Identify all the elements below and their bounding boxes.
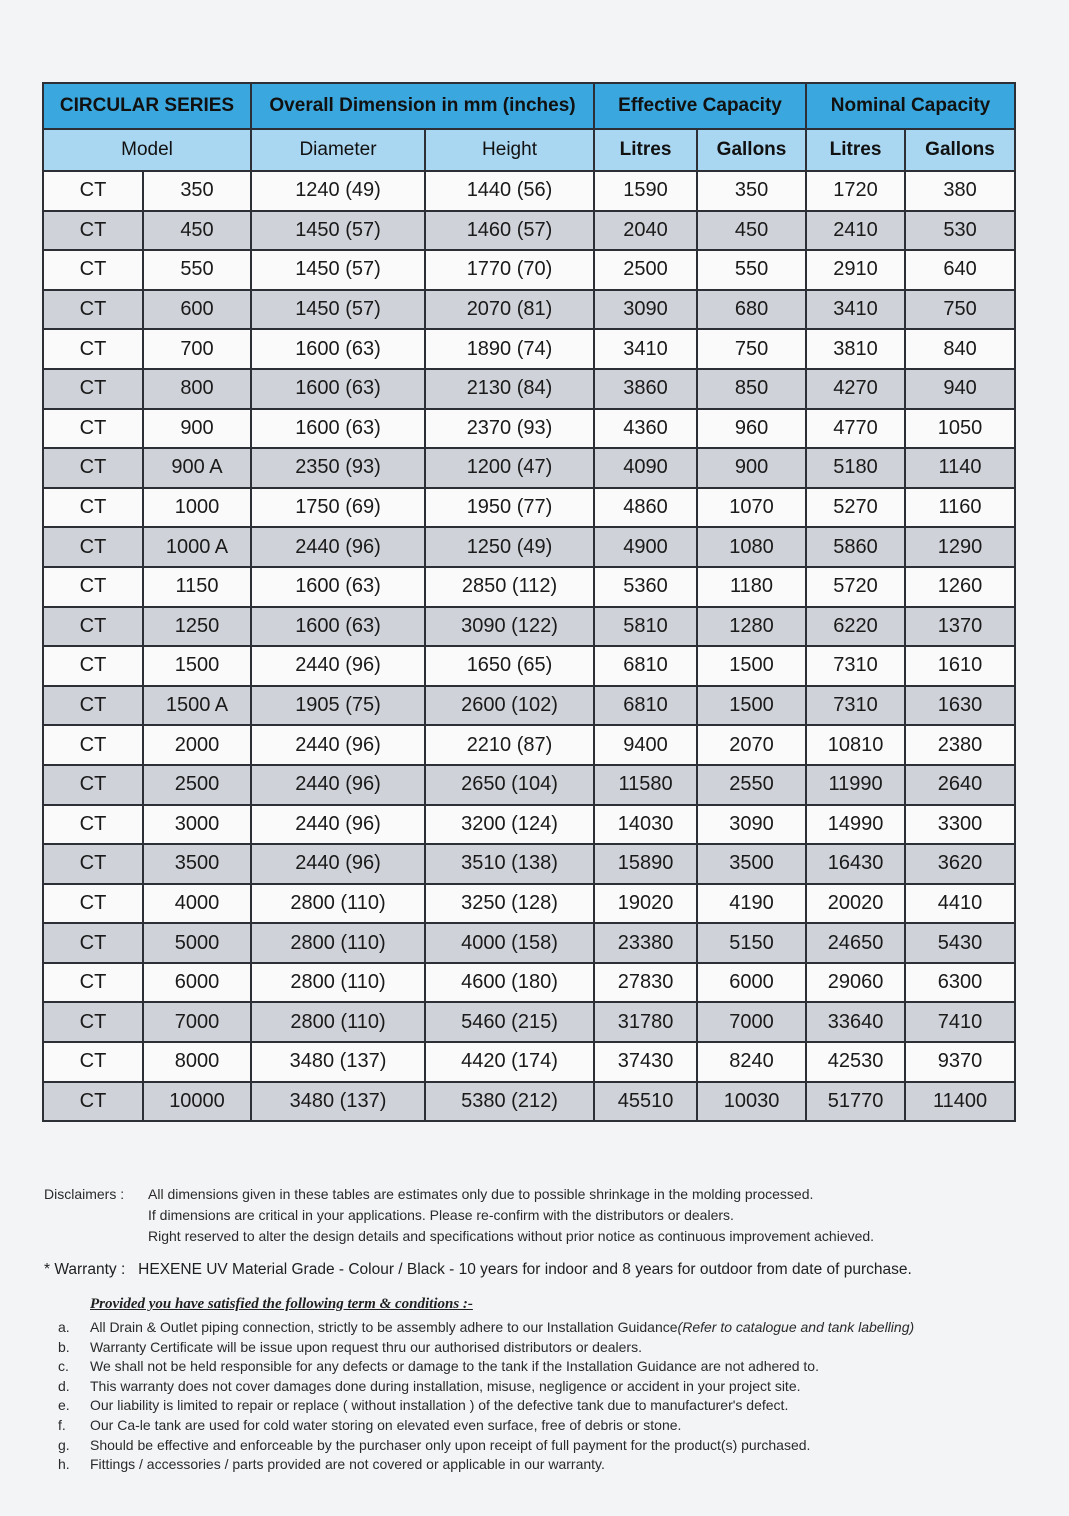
cell-model-prefix: CT	[43, 409, 143, 449]
header-nominal-capacity: Nominal Capacity	[806, 83, 1015, 129]
term-marker: b.	[58, 1338, 70, 1355]
cell-diameter: 2440 (96)	[251, 805, 425, 845]
cell-effective-gallons: 2550	[697, 765, 806, 805]
cell-model-prefix: CT	[43, 646, 143, 686]
cell-nominal-gallons: 640	[905, 250, 1015, 290]
cell-model-number: 1500 A	[143, 686, 251, 726]
cell-model-prefix: CT	[43, 290, 143, 330]
cell-diameter: 2350 (93)	[251, 448, 425, 488]
cell-nominal-gallons: 3620	[905, 844, 1015, 884]
cell-effective-litres: 37430	[594, 1042, 697, 1082]
cell-nominal-litres: 3410	[806, 290, 905, 330]
cell-model-prefix: CT	[43, 488, 143, 528]
cell-diameter: 1905 (75)	[251, 686, 425, 726]
cell-height: 1770 (70)	[425, 250, 594, 290]
cell-effective-litres: 15890	[594, 844, 697, 884]
cell-effective-gallons: 450	[697, 211, 806, 251]
cell-height: 1250 (49)	[425, 527, 594, 567]
term-marker: a.	[58, 1319, 70, 1335]
cell-effective-gallons: 8240	[697, 1042, 806, 1082]
cell-height: 3090 (122)	[425, 607, 594, 647]
cell-model-number: 1500	[143, 646, 251, 686]
cell-diameter: 2440 (96)	[251, 527, 425, 567]
cell-nominal-litres: 24650	[806, 923, 905, 963]
term-note: (Refer to catalogue and tank labelling)	[677, 1319, 915, 1335]
cell-nominal-litres: 2910	[806, 250, 905, 290]
cell-nominal-litres: 5180	[806, 448, 905, 488]
cell-model-prefix: CT	[43, 725, 143, 765]
term-text: Should be effective and enforceable by the purchaser only upon receipt of full payment for the product(s) purchased.	[90, 1436, 811, 1453]
cell-effective-litres: 3860	[594, 369, 697, 409]
cell-diameter: 2440 (96)	[251, 646, 425, 686]
cell-effective-litres: 4860	[594, 488, 697, 528]
cell-nominal-gallons: 2380	[905, 725, 1015, 765]
cell-model-prefix: CT	[43, 369, 143, 409]
cell-nominal-litres: 11990	[806, 765, 905, 805]
cell-nominal-litres: 7310	[806, 686, 905, 726]
header-effective-capacity: Effective Capacity	[594, 83, 806, 129]
cell-nominal-gallons: 11400	[905, 1082, 1015, 1122]
term-marker: g.	[58, 1436, 70, 1453]
cell-model-number: 8000	[143, 1042, 251, 1082]
cell-height: 3510 (138)	[425, 844, 594, 884]
header-height: Height	[425, 129, 594, 171]
cell-model-prefix: CT	[43, 844, 143, 884]
cell-diameter: 1450 (57)	[251, 250, 425, 290]
cell-height: 4420 (174)	[425, 1042, 594, 1082]
cell-model-number: 900	[143, 409, 251, 449]
cell-nominal-gallons: 4410	[905, 884, 1015, 924]
term-item	[0, 1357, 914, 1377]
table-row	[43, 1002, 1015, 1042]
header-effective-litres: Litres	[594, 129, 697, 171]
table-row	[43, 448, 1015, 488]
cell-nominal-litres: 20020	[806, 884, 905, 924]
cell-model-number: 600	[143, 290, 251, 330]
cell-effective-gallons: 7000	[697, 1002, 806, 1042]
cell-effective-gallons: 680	[697, 290, 806, 330]
cell-nominal-gallons: 1160	[905, 488, 1015, 528]
term-text: Our liability is limited to repair or replace ( without installation ) of the defective tank due to manufacturer's defect.	[90, 1397, 789, 1414]
cell-effective-gallons: 900	[697, 448, 806, 488]
cell-nominal-litres: 42530	[806, 1042, 905, 1082]
cell-model-number: 1000 A	[143, 527, 251, 567]
term-item	[0, 1416, 914, 1436]
table-row	[43, 963, 1015, 1003]
cell-model-prefix: CT	[43, 1002, 143, 1042]
terms-list	[0, 1318, 914, 1475]
term-item	[0, 1338, 914, 1358]
table-row	[43, 527, 1015, 567]
cell-nominal-gallons: 1290	[905, 527, 1015, 567]
cell-effective-gallons: 10030	[697, 1082, 806, 1122]
cell-nominal-litres: 33640	[806, 1002, 905, 1042]
cell-height: 1950 (77)	[425, 488, 594, 528]
header-circular-series: CIRCULAR SERIES	[43, 83, 251, 129]
header-model: Model	[43, 129, 251, 171]
cell-effective-litres: 6810	[594, 686, 697, 726]
terms-title: Provided you have satisfied the following term & conditions :-	[90, 1296, 473, 1312]
cell-height: 2650 (104)	[425, 765, 594, 805]
cell-model-prefix: CT	[43, 250, 143, 290]
cell-nominal-litres: 51770	[806, 1082, 905, 1122]
cell-height: 1650 (65)	[425, 646, 594, 686]
circular-series-table	[42, 82, 1016, 1122]
cell-nominal-gallons: 6300	[905, 963, 1015, 1003]
cell-nominal-gallons: 5430	[905, 923, 1015, 963]
table-row	[43, 725, 1015, 765]
cell-nominal-litres: 16430	[806, 844, 905, 884]
cell-effective-litres: 3410	[594, 329, 697, 369]
cell-diameter: 2800 (110)	[251, 884, 425, 924]
cell-nominal-litres: 2410	[806, 211, 905, 251]
cell-nominal-gallons: 530	[905, 211, 1015, 251]
cell-effective-litres: 2500	[594, 250, 697, 290]
cell-effective-gallons: 750	[697, 329, 806, 369]
table-body	[43, 171, 1015, 1121]
table-row	[43, 250, 1015, 290]
cell-effective-gallons: 3090	[697, 805, 806, 845]
header-effective-gallons: Gallons	[697, 129, 806, 171]
table-row	[43, 1042, 1015, 1082]
cell-diameter: 2800 (110)	[251, 923, 425, 963]
cell-effective-gallons: 4190	[697, 884, 806, 924]
cell-effective-litres: 6810	[594, 646, 697, 686]
cell-effective-gallons: 1080	[697, 527, 806, 567]
table-row	[43, 211, 1015, 251]
cell-model-prefix: CT	[43, 211, 143, 251]
cell-model-number: 1250	[143, 607, 251, 647]
cell-height: 2850 (112)	[425, 567, 594, 607]
cell-effective-gallons: 1280	[697, 607, 806, 647]
cell-diameter: 1600 (63)	[251, 567, 425, 607]
cell-height: 3200 (124)	[425, 805, 594, 845]
table-subheader-row	[43, 129, 1015, 171]
term-item	[0, 1436, 914, 1456]
header-diameter: Diameter	[251, 129, 425, 171]
table-row	[43, 765, 1015, 805]
cell-effective-gallons: 1500	[697, 686, 806, 726]
cell-diameter: 2440 (96)	[251, 765, 425, 805]
cell-effective-gallons: 550	[697, 250, 806, 290]
cell-model-number: 1000	[143, 488, 251, 528]
cell-nominal-litres: 29060	[806, 963, 905, 1003]
cell-effective-gallons: 350	[697, 171, 806, 211]
cell-model-number: 900 A	[143, 448, 251, 488]
cell-nominal-litres: 10810	[806, 725, 905, 765]
cell-model-number: 450	[143, 211, 251, 251]
cell-nominal-gallons: 1370	[905, 607, 1015, 647]
term-item	[0, 1396, 914, 1416]
cell-diameter: 1600 (63)	[251, 607, 425, 647]
table-row	[43, 805, 1015, 845]
cell-effective-litres: 4360	[594, 409, 697, 449]
cell-height: 5460 (215)	[425, 1002, 594, 1042]
cell-nominal-litres: 5860	[806, 527, 905, 567]
table-row	[43, 686, 1015, 726]
table-row	[43, 607, 1015, 647]
cell-effective-litres: 19020	[594, 884, 697, 924]
cell-model-prefix: CT	[43, 923, 143, 963]
cell-height: 1460 (57)	[425, 211, 594, 251]
cell-height: 1200 (47)	[425, 448, 594, 488]
warranty-statement	[44, 1261, 912, 1279]
cell-effective-gallons: 960	[697, 409, 806, 449]
table-row	[43, 1082, 1015, 1122]
term-item	[0, 1455, 914, 1475]
warranty-label: * Warranty :	[44, 1261, 126, 1278]
table-row	[43, 171, 1015, 211]
cell-effective-gallons: 1180	[697, 567, 806, 607]
cell-model-number: 5000	[143, 923, 251, 963]
cell-effective-litres: 31780	[594, 1002, 697, 1042]
table-row	[43, 409, 1015, 449]
cell-height: 2600 (102)	[425, 686, 594, 726]
cell-effective-gallons: 3500	[697, 844, 806, 884]
term-item	[0, 1377, 914, 1397]
term-text: We shall not be held responsible for any defects or damage to the tank if the Installation Guidance are not adhered to.	[90, 1358, 819, 1375]
cell-effective-litres: 23380	[594, 923, 697, 963]
term-marker: c.	[58, 1358, 69, 1375]
cell-nominal-gallons: 840	[905, 329, 1015, 369]
cell-model-number: 3500	[143, 844, 251, 884]
disclaimer-line: If dimensions are critical in your applications. Please re-confirm with the distributors or dealers.	[148, 1207, 734, 1223]
cell-effective-litres: 2040	[594, 211, 697, 251]
cell-height: 2070 (81)	[425, 290, 594, 330]
cell-effective-gallons: 850	[697, 369, 806, 409]
cell-nominal-litres: 14990	[806, 805, 905, 845]
cell-effective-litres: 1590	[594, 171, 697, 211]
term-marker: h.	[58, 1456, 70, 1473]
disclaimer-line: All dimensions given in these tables are estimates only due to possible shrinkage in the molding processed.	[148, 1186, 814, 1202]
cell-model-number: 700	[143, 329, 251, 369]
cell-nominal-gallons: 750	[905, 290, 1015, 330]
cell-model-prefix: CT	[43, 567, 143, 607]
cell-diameter: 3480 (137)	[251, 1042, 425, 1082]
cell-height: 1440 (56)	[425, 171, 594, 211]
cell-model-number: 7000	[143, 1002, 251, 1042]
cell-nominal-gallons: 1050	[905, 409, 1015, 449]
cell-diameter: 1750 (69)	[251, 488, 425, 528]
cell-height: 2370 (93)	[425, 409, 594, 449]
disclaimers	[44, 1184, 1034, 1247]
table-row	[43, 884, 1015, 924]
cell-effective-litres: 11580	[594, 765, 697, 805]
table-row	[43, 844, 1015, 884]
cell-effective-litres: 5810	[594, 607, 697, 647]
cell-diameter: 1450 (57)	[251, 290, 425, 330]
cell-nominal-litres: 3810	[806, 329, 905, 369]
cell-model-number: 2500	[143, 765, 251, 805]
cell-model-prefix: CT	[43, 805, 143, 845]
warranty-text: HEXENE UV Material Grade - Colour / Black - 10 years for indoor and 8 years for outdoor from date of purchase.	[138, 1261, 912, 1278]
cell-height: 2210 (87)	[425, 725, 594, 765]
term-text: This warranty does not cover damages done during installation, misuse, negligence or accident in your project site.	[90, 1377, 801, 1394]
term-item	[0, 1318, 914, 1338]
cell-model-number: 800	[143, 369, 251, 409]
cell-nominal-litres: 4270	[806, 369, 905, 409]
cell-effective-litres: 3090	[594, 290, 697, 330]
cell-model-prefix: CT	[43, 963, 143, 1003]
cell-height: 2130 (84)	[425, 369, 594, 409]
cell-model-prefix: CT	[43, 171, 143, 211]
header-nominal-litres: Litres	[806, 129, 905, 171]
cell-nominal-litres: 4770	[806, 409, 905, 449]
cell-effective-litres: 5360	[594, 567, 697, 607]
cell-effective-litres: 14030	[594, 805, 697, 845]
cell-height: 5380 (212)	[425, 1082, 594, 1122]
cell-height: 4000 (158)	[425, 923, 594, 963]
cell-diameter: 3480 (137)	[251, 1082, 425, 1122]
cell-model-prefix: CT	[43, 329, 143, 369]
cell-nominal-litres: 6220	[806, 607, 905, 647]
cell-diameter: 2440 (96)	[251, 844, 425, 884]
cell-nominal-litres: 5720	[806, 567, 905, 607]
cell-model-number: 10000	[143, 1082, 251, 1122]
cell-model-number: 2000	[143, 725, 251, 765]
header-nominal-gallons: Gallons	[905, 129, 1015, 171]
header-overall-dimension: Overall Dimension in mm (inches)	[251, 83, 594, 129]
cell-effective-litres: 4090	[594, 448, 697, 488]
cell-height: 3250 (128)	[425, 884, 594, 924]
cell-effective-litres: 27830	[594, 963, 697, 1003]
cell-effective-gallons: 2070	[697, 725, 806, 765]
term-marker: f.	[58, 1416, 66, 1433]
cell-nominal-gallons: 1610	[905, 646, 1015, 686]
table-row	[43, 567, 1015, 607]
cell-model-number: 550	[143, 250, 251, 290]
cell-model-prefix: CT	[43, 448, 143, 488]
term-text: Our Ca-le tank are used for cold water storing on elevated even surface, free of debris or stone.	[90, 1416, 682, 1433]
cell-diameter: 2800 (110)	[251, 963, 425, 1003]
term-text: All Drain & Outlet piping connection, strictly to be assembly adhere to our Installation Guidance	[90, 1319, 678, 1335]
cell-model-prefix: CT	[43, 527, 143, 567]
cell-effective-gallons: 1070	[697, 488, 806, 528]
cell-nominal-gallons: 380	[905, 171, 1015, 211]
cell-diameter: 2800 (110)	[251, 1002, 425, 1042]
table-row	[43, 923, 1015, 963]
cell-nominal-gallons: 9370	[905, 1042, 1015, 1082]
cell-nominal-gallons: 3300	[905, 805, 1015, 845]
cell-model-number: 4000	[143, 884, 251, 924]
cell-nominal-gallons: 1260	[905, 567, 1015, 607]
cell-nominal-gallons: 1630	[905, 686, 1015, 726]
cell-diameter: 1600 (63)	[251, 409, 425, 449]
cell-model-prefix: CT	[43, 1042, 143, 1082]
cell-diameter: 1450 (57)	[251, 211, 425, 251]
cell-model-prefix: CT	[43, 607, 143, 647]
cell-model-number: 3000	[143, 805, 251, 845]
cell-model-prefix: CT	[43, 1082, 143, 1122]
term-text: Fittings / accessories / parts provided are not covered or applicable in our warranty.	[90, 1456, 605, 1473]
term-text: Warranty Certificate will be issue upon request thru our authorised distributors or dealers.	[90, 1338, 642, 1355]
cell-nominal-litres: 1720	[806, 171, 905, 211]
table-row	[43, 646, 1015, 686]
cell-model-prefix: CT	[43, 765, 143, 805]
cell-model-number: 1150	[143, 567, 251, 607]
cell-effective-gallons: 5150	[697, 923, 806, 963]
cell-nominal-gallons: 2640	[905, 765, 1015, 805]
table-row	[43, 290, 1015, 330]
disclaimers-label: Disclaimers :	[44, 1186, 125, 1202]
cell-nominal-litres: 5270	[806, 488, 905, 528]
cell-diameter: 1600 (63)	[251, 329, 425, 369]
table-row	[43, 369, 1015, 409]
cell-height: 4600 (180)	[425, 963, 594, 1003]
cell-model-prefix: CT	[43, 884, 143, 924]
cell-model-prefix: CT	[43, 686, 143, 726]
cell-height: 1890 (74)	[425, 329, 594, 369]
table-row	[43, 488, 1015, 528]
cell-effective-gallons: 6000	[697, 963, 806, 1003]
table-row	[43, 329, 1015, 369]
cell-nominal-litres: 7310	[806, 646, 905, 686]
cell-effective-litres: 9400	[594, 725, 697, 765]
cell-diameter: 1240 (49)	[251, 171, 425, 211]
cell-effective-gallons: 1500	[697, 646, 806, 686]
term-marker: e.	[58, 1397, 70, 1414]
cell-diameter: 1600 (63)	[251, 369, 425, 409]
cell-effective-litres: 45510	[594, 1082, 697, 1122]
cell-diameter: 2440 (96)	[251, 725, 425, 765]
cell-nominal-gallons: 1140	[905, 448, 1015, 488]
table-header-row	[43, 83, 1015, 129]
cell-nominal-gallons: 940	[905, 369, 1015, 409]
disclaimer-line: Right reserved to alter the design details and specifications without prior notice as continuous improvement achieved.	[148, 1228, 875, 1244]
term-marker: d.	[58, 1377, 70, 1394]
cell-nominal-gallons: 7410	[905, 1002, 1015, 1042]
cell-model-number: 350	[143, 171, 251, 211]
cell-model-number: 6000	[143, 963, 251, 1003]
cell-effective-litres: 4900	[594, 527, 697, 567]
